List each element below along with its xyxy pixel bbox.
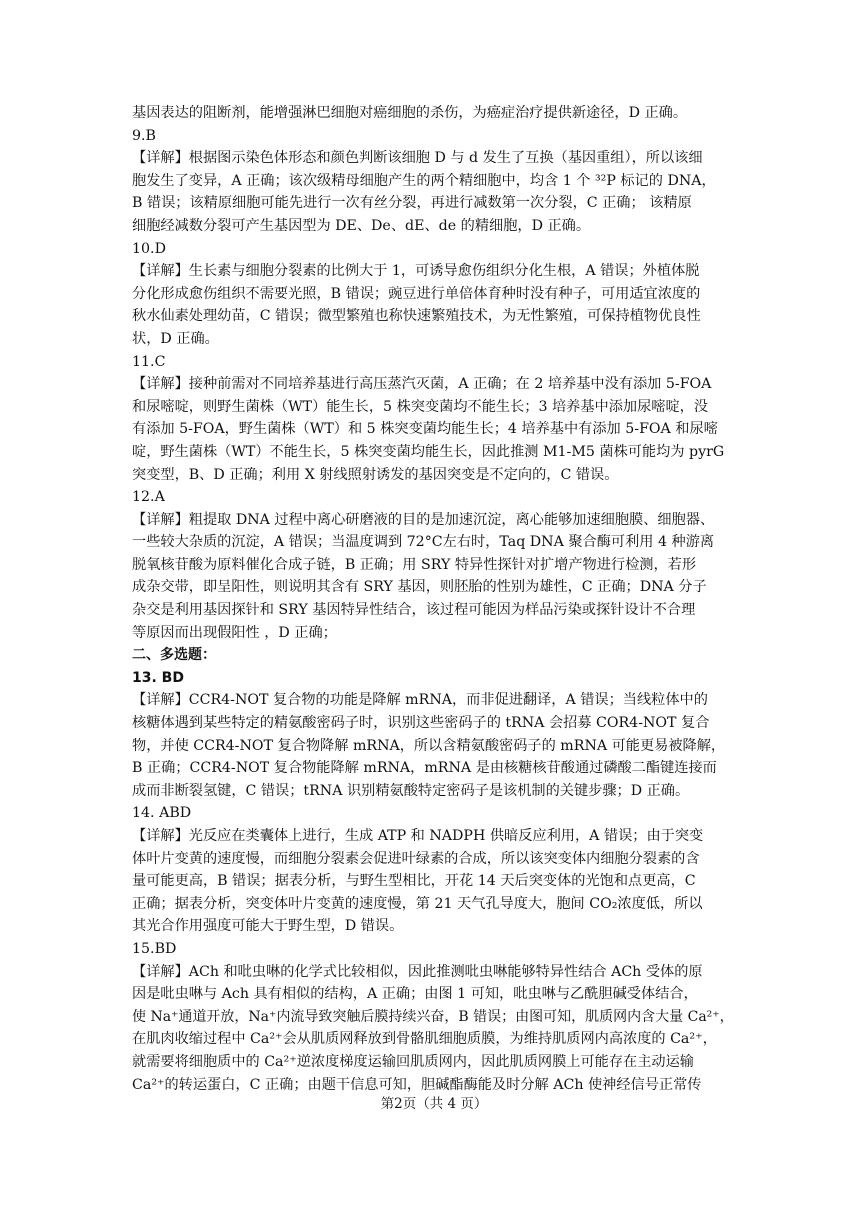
text-line: Ca²⁺的转运蛋白，C 正确；由题干信息可知，胆碱酯酶能及时分解 ACh 使神经信号正常传 [132,1076,702,1093]
text-line: 【详解】接种前需对不同培养基进行高压蒸汽灭菌，A 正确；在 2 培养基中没有添加 5-FOA [132,376,712,393]
text-line: 【详解】CCR4-NOT 复合物的功能是降解 mRNA，而非促进翻译，A 错误；当线粒体中的 [132,692,708,709]
text-line: 使 Na⁺通道开放，Na⁺内流导致突触后膜持续兴奋，B 错误；由图可知，肌质网内含大量 Ca²⁺， [132,1008,734,1025]
text-line: 有添加 5-FOA，野生菌株（WT）和 5 株突变菌均能生长；4 培养基中有添加 5-FOA 和尿嘧 [132,421,718,438]
text-line: 量可能更高，B 错误；据表分析，与野生型相比，开花 14 天后突变体的光饱和点更高，C [132,873,696,890]
text-line: 分化形成愈伤组织不需要光照，B 错误；豌豆进行单倍体育种时没有种子，可用适宜浓度的 [132,285,701,302]
text-line: 【详解】生长素与细胞分裂素的比例大于 1，可诱导愈伤组织分化生根，A 错误；外植体脱 [132,263,700,280]
text-line: 杂交是利用基因探针和 SRY 基因特异性结合，该过程可能因为样品污染或探针设计不合理 [132,602,696,619]
section-heading: 二、多选题： [132,647,216,664]
page-footer: 第2页（共 4 页） [380,1096,488,1112]
text-line: 【详解】粗提取 DNA 过程中离心研磨液的目的是加速沉淀，离心能够加速细胞膜、细胞器、 [132,511,715,528]
text-line: 【详解】ACh 和吡虫啉的化学式比较相似，因此推测吡虫啉能够特异性结合 ACh 受体的原 [132,963,703,980]
text-line: 状，D 正确。 [132,330,219,347]
text-line: 【详解】根据图示染色体形态和颜色判断该细胞 D 与 d 发生了互换（基因重组），所以该细 [132,150,703,167]
text-line: 突变型，B、D 正确；利用 X 射线照射诱发的基因突变是不定向的，C 错误。 [132,466,619,483]
text-line: 等原因而出现假阳性 ，D 正确； [132,624,337,641]
text-line: B 错误；该精原细胞可能先进行一次有丝分裂，再进行减数第一次分裂，C 正确； 该精原 [132,195,692,212]
text-line: 因是吡虫啉与 Ach 具有相似的结构，A 正确；由图 1 可知，吡虫啉与乙酰胆碱受体结合， [132,986,698,1003]
text-line: B 正确；CCR4-NOT 复合物能降解 mRNA，mRNA 是由核糖核苷酸通过磷酸二酯键连接而 [132,760,717,777]
text-line: 秋水仙素处理幼苗，C 错误；微型繁殖也称快速繁殖技术，为无性繁殖，可保持植物优良性 [132,308,701,325]
text-line: 脱氧核苷酸为原料催化合成子链，B 正确；用 SRY 特异性探针对扩增产物进行检测，若形 [132,556,697,573]
text-line: 细胞经减数分裂可产生基因型为 DE、De、dE、de 的精细胞，D 正确。 [132,217,591,234]
text-line: 成杂交带，即呈阳性，则说明其含有 SRY 基因，则胚胎的性别为雄性，C 正确；DNA 分子 [132,579,707,596]
text-line: 啶，野生菌株（WT）不能生长，5 株突变菌均能生长，因此推测 M1-M5 菌株可能均为 pyrG [132,443,725,460]
text-line: 一些较大杂质的沉淀，A 错误；当温度调到 72°C左右时，Taq DNA 聚合酶可利用 4 种游离 [132,534,715,551]
text-line: 其光合作用强度可能大于野生型，D 错误。 [132,918,404,935]
text-line: 胞发生了变异，A 正确；该次级精母细胞产生的两个精细胞中，均含 1 个 ³²P 标记的 DNA， [132,172,716,189]
text-line: 【详解】光反应在类囊体上进行，生成 ATP 和 NADPH 供暗反应利用，A 错误；由于突变 [132,828,704,844]
text-line: 基因表达的阻断剂，能增强淋巴细胞对癌细胞的杀伤，为癌症治疗提供新途径，D 正确。 [132,105,688,121]
answer-label: 14. ABD [132,805,192,822]
answer-label: 15.BD [132,940,177,957]
text-line: 就需要将细胞质中的 Ca²⁺逆浓度梯度运输回肌质网内，因此肌质网膜上可能存在主动运输 [132,1053,694,1070]
text-line: 核糖体遇到某些特定的精氨酸密码子时，识别这些密码子的 tRNA 会招募 COR4-NOT 复合 [132,715,710,732]
text-line: 正确；据表分析，突变体叶片变黄的速度慢，第 21 天气孔导度大，胞间 CO₂浓度低，所以 [132,895,703,912]
text-line: 体叶片变黄的速度慢，而细胞分裂素会促进叶绿素的合成，所以该突变体内细胞分裂素的含 [132,850,700,867]
answer-label: 10.D [132,240,166,257]
answer-label: 9.B [132,127,156,144]
text-line: 物，并使 CCR4-NOT 复合物降解 mRNA，所以含精氨酸密码子的 mRNA 可能更易被降解， [132,737,726,754]
document-body [132,102,738,1096]
section-heading: 13. BD [132,669,184,686]
text-line: 和尿嘧啶，则野生菌株（WT）能生长，5 株突变菌均不能生长；3 培养基中添加尿嘧啶，没 [132,398,709,415]
text-line: 成而非断裂氢键，C 错误；tRNA 识别精氨酸特定密码子是该机制的关键步骤；D 正确。 [132,782,690,799]
answer-label: 12.A [132,489,165,506]
text-line: 在肌肉收缩过程中 Ca²⁺会从肌质网释放到骨骼肌细胞质膜，为维持肌质网内高浓度的 Ca²⁺， [132,1031,717,1048]
answer-label: 11.C [132,353,166,370]
